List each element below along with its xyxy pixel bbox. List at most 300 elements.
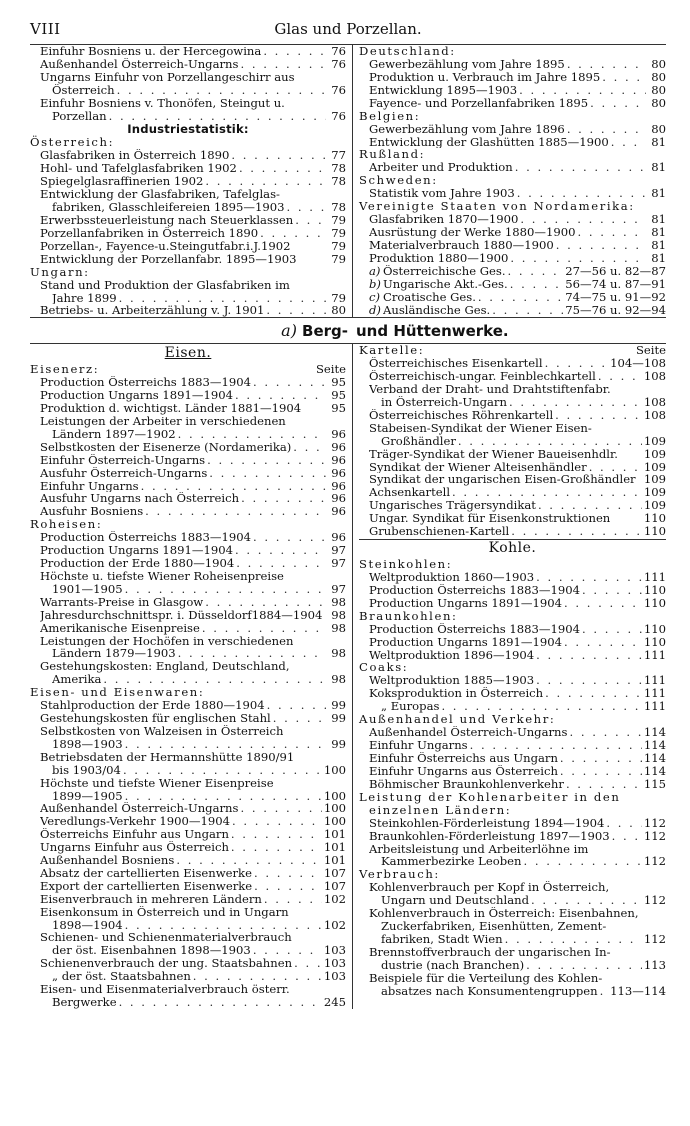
entry-text: Leistungen der Arbeiter in verschiedenen [40,415,286,428]
leader-dots [519,84,646,97]
entry-page: 96 [331,491,346,506]
group-heading: Vereinigte Staaten von Nordamerika: [359,199,635,214]
page-number: VIII [30,20,61,38]
entry-page: 96 [331,478,346,493]
entry-text: Stand und Produktion der Glasfabriken im [40,278,290,292]
entry-text: Kammerbezirke Leoben [381,855,522,869]
entry-page: 95 [331,401,346,416]
leader-dots [566,778,642,791]
entry-text: Österreichisches Röhrenkartell [369,408,554,422]
index-entry [30,441,346,454]
leader-dots [520,213,646,226]
entry-page: 97 [331,556,346,571]
entry-text: Syndikat der ungarischen Eisen-Großhändler [369,473,636,487]
entry-page: 96 [331,465,346,480]
index-entry [359,597,666,610]
entry-page: 96 [331,504,346,519]
entry-page: 98 [331,620,346,635]
index-entry [30,480,346,493]
entry-page: 111 [643,699,666,714]
leader-dots [536,649,642,662]
entry-text: Verband der Draht- und Drahtstiftenfabr. [369,383,611,397]
index-entry [359,687,666,700]
leader-dots [193,970,322,983]
leader-dots [178,428,326,441]
entry-page: 76 [331,82,346,97]
section-rule [30,317,666,318]
entry-text: Grubenschienen-Kartell [369,525,510,538]
group-heading: Deutschland: [359,44,456,58]
entry-page: 108 [643,407,666,422]
leader-dots [564,597,642,610]
main-heading-left: Berg- [302,322,348,341]
entry-page: 115 [643,776,666,791]
entry-page: 104—108 [610,356,666,371]
entry-page: 103 [323,943,346,958]
leader-dots [523,855,641,868]
index-entry [30,570,346,583]
leader-dots [492,304,563,317]
leader-dots [141,480,326,493]
index-entry [30,227,346,240]
index-entry [30,970,346,983]
entry-page: 111 [643,647,666,662]
leader-dots [567,58,646,71]
index-entry [30,660,346,673]
leader-dots [241,492,326,505]
entry-text: Achsenkartell [369,486,451,500]
leader-dots [205,596,326,609]
section-heading: Industriestatistik: [127,122,249,137]
document-page [30,18,666,1009]
index-entry [359,739,666,752]
leader-dots [598,370,642,383]
group-heading: Steinkohlen: [359,557,453,571]
index-entry [30,110,346,123]
index-entry [30,790,346,803]
entry-text: Spiegelglasraffinerien 1902 [40,175,204,189]
seite-label: Seite [635,343,666,358]
entry-page: 99 [331,698,346,713]
index-entry [359,265,666,278]
index-entry [30,867,346,880]
entry-text: Beispiele für die Verteilung des Kohlen- [369,971,603,985]
index-entry [359,278,666,291]
entry-page: 81 [651,134,666,149]
index-entry [359,881,666,894]
entry-text: Weltproduktion 1885—1903 [369,674,535,688]
entry-text: Produktion d. wichtigst. Länder 1881—1904 [40,402,302,416]
index-entry [30,304,346,317]
leader-dots [510,278,564,291]
index-entry [359,486,666,499]
index-entry [359,985,666,998]
entry-page: 112 [643,854,666,869]
entry-text: Porzellan [52,109,107,123]
entry-page: 110 [643,634,666,649]
leader-dots [452,486,642,499]
entry-text: Schienen- und Schienenmaterialverbrauch [40,931,292,945]
entry-text: Österreichs Einfuhr aus Ungarn [40,828,229,842]
entry-text: bis 1903/04 [52,763,121,777]
index-entry [30,188,346,201]
index-entry [359,435,666,448]
leader-dots [478,291,563,304]
entry-page: 109 [643,472,666,487]
entry-text: Ländern 1879—1903 [52,647,176,661]
leader-dots [254,880,322,893]
leader-dots [267,699,326,712]
entry-text: Österreichisch-ungar. Feinblechkartell [369,370,596,384]
entry-text: Production der Erde 1880—1904 [40,557,235,570]
entry-text: Betriebs- u. Arbeiterzählung v. J. 1901 [40,304,265,318]
index-entry [30,175,346,188]
group-heading: Schweden: [359,173,438,188]
entry-text: Ungar. Syndikat für Eisenkonstruktionen [369,512,611,526]
entry-page: 101 [323,840,346,855]
entry-text: Jahresdurchschnittspr. i. Düsseldorf1884—1904 [40,608,323,622]
entry-text: Warrants-Preise in Glasgow [40,595,204,609]
index-entry [359,396,666,409]
entry-text: Betriebsdaten der Hermannshütte 1890/91 [40,750,295,764]
index-entry [359,499,666,512]
main-heading-right: und Hüttenwerke. [356,322,509,341]
entry-page: 99 [331,711,346,726]
leader-dots [253,531,326,544]
entry-page: 78 [331,200,346,215]
entry-page: 109 [643,485,666,500]
entry-text: Außenhandel Österreich-Ungarns [369,726,568,740]
entry-text: Höchste u. tiefste Wiener Roheisenpreise [40,570,284,583]
index-entry [30,906,346,919]
entry-page: 81 [651,250,666,265]
entry-page: 27—56 u. 82—87 [565,263,666,278]
entry-page: 100 [323,788,346,803]
index-entry [359,623,666,636]
index-entry [359,291,666,304]
index-entry [30,622,346,635]
leader-dots [606,817,642,830]
group-heading: Coaks: [359,660,409,675]
index-entry [359,239,666,252]
entry-text: Entwicklung der Glasfabriken, Tafelglas- [40,188,280,202]
entry-label: c) [369,289,381,304]
entry-text: Production Österreichs 1883—1904 [40,376,252,390]
page-header [30,18,666,44]
entry-page: 56—74 u. 87—91 [565,276,666,291]
index-entry [30,531,346,544]
index-entry [359,383,666,396]
entry-text: Production Ungarns 1891—1904 [369,596,563,610]
entry-text: Produktion 1880—1900 [369,251,509,265]
entry-text: in Österreich-Ungarn [381,396,507,409]
index-entry [359,778,666,791]
leader-dots [293,441,326,454]
entry-page: 76 [331,44,346,58]
main-heading [30,320,666,342]
entry-page: 80 [651,121,666,136]
leader-dots [235,389,326,402]
index-entry [30,149,346,162]
leader-dots [207,454,326,467]
entry-page: 114 [643,738,666,753]
index-entry [359,409,666,422]
entry-text: Ungarns Einfuhr von Porzellangeschirr aus [40,70,295,84]
index-entry [359,512,666,525]
index-entry [30,777,346,790]
entry-text: Production Ungarns 1891—1904 [40,544,234,558]
entry-text: Production Ungarns 1891—1904 [369,635,563,649]
entry-page: 75—76 u. 92—94 [565,302,666,317]
top-right-column [352,45,666,317]
top-left-column [30,45,352,317]
entry-text: Arbeitsleistung und Arbeiterlöhne im [369,842,589,856]
entry-text: Einfuhr Ungarns [369,739,468,752]
entry-page: 97 [331,543,346,558]
entry-text: Träger-Syndikat der Wiener Baueisenhdlr. [369,447,618,461]
group-heading: Außenhandel und Verkehr: [359,712,556,727]
entry-page: 79 [331,290,346,305]
leader-dots [590,97,646,110]
entry-page: 113—114 [610,983,666,998]
leader-dots [545,687,642,700]
entry-text: Leistungen der Hochöfen in verschiedenen [40,634,294,648]
entry-text: Kohlenverbrauch per Kopf in Österreich, [369,881,610,895]
leader-dots [209,467,326,480]
seite-label: Seite [315,362,346,377]
leader-dots [125,790,322,803]
entry-page: 102 [323,917,346,932]
leader-dots [253,376,326,389]
group-heading: Ungarn: [30,264,90,279]
index-entry [30,201,346,214]
entry-text: Österreich [52,83,115,97]
entry-text: Selbstkosten von Walzeisen in Österreich [40,724,284,738]
entry-text: „ Europas [381,700,440,714]
entry-page: 101 [323,853,346,868]
leader-dots [510,252,646,265]
entry-text: Einfuhr Bosniens v. Thonöfen, Steingut u. [40,96,285,110]
index-entry [359,830,666,843]
index-entry [30,699,346,712]
leader-dots [509,396,642,409]
group-heading: Österreich: [30,135,115,150]
entry-page: 101 [323,827,346,842]
index-entry [30,402,346,415]
entry-text: Ausfuhr Bosniens [40,505,144,519]
entry-page: 100 [323,814,346,829]
entry-page: 245 [323,995,346,1009]
group-heading: Roheisen: [30,517,103,532]
entry-text: Production Österreichs 1883—1904 [40,531,252,545]
entry-text: Böhmischer Braunkohlenverkehr [369,777,564,791]
leader-dots [567,123,646,136]
index-entry [359,213,666,226]
index-entry [30,893,346,906]
entry-text: Jahre 1899 [52,291,117,305]
entry-page: 112 [643,893,666,908]
entry-page: 100 [323,801,346,816]
leader-dots [560,765,642,778]
entry-text: Arbeiter und Produktion [369,161,513,175]
leader-dots [470,739,642,752]
entry-text: Zuckerfabriken, Eisenhütten, Zement- [381,920,607,933]
entry-page: 110 [643,582,666,597]
leader-dots [176,854,322,867]
entry-text: Weltproduktion 1896—1904 [369,648,535,662]
entry-text: Gewerbezählung vom Jahre 1896 [369,122,565,136]
entry-page: 81 [651,186,666,201]
index-entry [30,71,346,84]
entry-page: 97 [331,581,346,596]
entry-page: 79 [331,225,346,240]
leader-dots [505,933,642,946]
entry-page: 79 [331,251,346,266]
entry-text: 1898—1904 [52,918,123,932]
index-entry [359,97,666,110]
entry-page: 109 [643,498,666,513]
top-section [30,45,666,317]
entry-text: Amerika [52,673,102,687]
bottom-right-column [352,344,666,1009]
leader-dots [545,357,609,370]
entry-page: 102 [323,891,346,906]
index-entry [30,84,346,97]
entry-text: Stahlproduction der Erde 1880—1904 [40,699,265,713]
index-entry [30,544,346,557]
entry-text: Eisenkonsum in Österreich und in Ungarn [40,905,289,919]
leader-dots [458,435,642,448]
entry-label: a) [369,263,381,278]
leader-dots [231,828,322,841]
group-heading: Eisen- und Eisenwaren: [30,685,205,700]
entry-page: 109 [643,446,666,461]
entry-text: Selbstkosten der Eisenerze (Nordamerika) [40,440,292,454]
entry-page: 79 [331,212,346,227]
entry-page: 111 [643,686,666,701]
leader-dots [287,201,327,214]
index-entry [30,279,346,292]
entry-text: Glasfabriken in Österreich 1890 [40,149,230,163]
entry-page: 111 [643,570,666,584]
index-entry [30,428,346,441]
entry-page: 81 [651,212,666,227]
entry-text: Porzellan-, Fayence-u.Steingutfabr.i.J.1902 [40,239,291,253]
index-entry [30,828,346,841]
entry-text: Steinkohlen-Förderleistung 1894—1904 [369,816,605,830]
entry-text: Höchste und tiefste Wiener Eisenpreise [40,776,274,790]
index-entry [30,214,346,227]
index-entry [30,957,346,970]
group-heading: Rußland: [359,147,426,162]
leader-dots [202,622,326,635]
index-entry [359,473,666,486]
entry-text: Ungarisches Trägersyndikat [369,499,536,513]
index-entry [30,931,346,944]
group-heading [30,363,346,376]
leader-dots [253,944,322,957]
leader-dots [589,461,642,474]
leader-dots [508,265,564,278]
entry-text: Croatische Ges. [383,290,476,304]
leader-dots [260,227,326,240]
entry-page: 112 [643,931,666,946]
entry-text: Production Ungarns 1891—1904 [40,389,234,403]
index-entry [30,738,346,751]
entry-page: 81 [651,238,666,253]
leader-dots [555,409,642,422]
index-entry [359,71,666,84]
entry-text: Entwicklung 1895—1903 [369,83,518,97]
index-entry [30,725,346,738]
bottom-section [30,344,666,1009]
leader-dots [145,505,326,518]
entry-text: Außenhandel Österreich-Ungarns [40,57,239,71]
entry-text: Gestehungskosten: England, Deutschland, [40,660,290,674]
entry-page: 112 [643,828,666,843]
index-entry [359,843,666,856]
entry-text: Produktion u. Verbrauch im Jahre 1895 [369,70,601,84]
entry-text: dustrie (nach Branchen) [381,958,525,972]
index-entry [30,609,346,622]
entry-page: 77 [331,148,346,163]
index-entry [30,583,346,596]
index-entry [359,357,666,370]
entry-text: Materialverbrauch 1880—1900 [369,239,554,252]
leader-dots [273,712,326,725]
leader-dots [582,623,642,636]
entry-text: Außenhandel Bosniens [40,854,175,867]
index-entry [30,492,346,505]
bottom-left-column [30,344,352,1009]
entry-page: 96 [331,530,346,545]
leader-dots [178,647,326,660]
entry-page: 110 [643,524,666,539]
index-entry [30,467,346,480]
index-entry [30,557,346,570]
entry-text: Entwicklung der Glashütten 1885—1900 [369,135,609,149]
entry-page: 96 [331,439,346,454]
index-entry [30,764,346,777]
entry-page: 107 [323,878,346,893]
entry-page: 103 [323,969,346,984]
index-entry [359,726,666,739]
entry-text: Ungarns Einfuhr aus Österreich [40,841,229,855]
entry-page: 74—75 u. 91—92 [565,289,666,304]
entry-text: Gestehungskosten für englischen Stahl [40,712,271,725]
leader-dots [119,996,322,1009]
entry-text: Ausländische Ges. [383,303,491,317]
running-title: Glas und Porzellan. [274,20,422,38]
index-entry [30,240,346,253]
entry-page: 110 [643,595,666,610]
leader-dots [538,499,642,512]
entry-page: 111 [643,673,666,688]
entry-page: 96 [331,452,346,467]
entry-text: Erwerbssteuerleistung nach Steuerklassen [40,213,294,227]
leader-dots [125,738,326,751]
leader-dots [536,571,642,584]
leader-dots [119,292,326,305]
index-entry [30,983,346,996]
leader-dots [231,149,326,162]
entry-page: 80 [651,69,666,84]
entry-page: 76 [331,56,346,71]
entry-page: 96 [331,426,346,441]
leader-dots [556,239,646,252]
index-entry [359,959,666,972]
leader-dots [531,894,642,907]
